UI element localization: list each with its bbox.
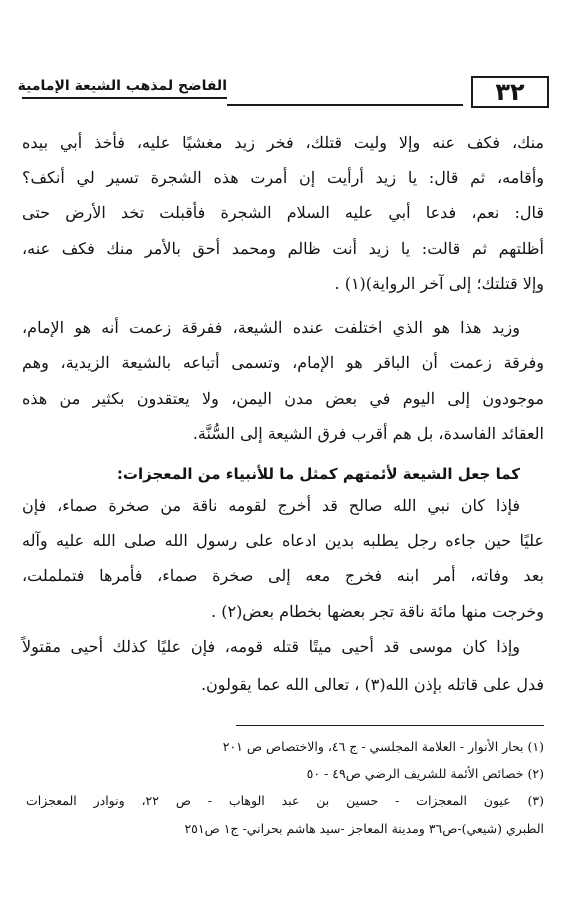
text-line: وفرقة زعمت أن الباقر هو الإمام، وتسمى أتباعه بالشيعة الزيدية، وهم [22, 353, 544, 372]
section-heading: كما جعل الشيعة لأئمتهم كمثل ما للأنبياء من المعجزات: [116, 465, 520, 483]
footnote: (٢) خصائص الأئمة للشريف الرضي ص٤٩ - ٥٠ [306, 766, 544, 781]
text-line: أظلتهم ثم قالت: يا زيد أنت ظالم ومحمد أحق بالأمر منك فكف عنه، [22, 239, 544, 258]
footnote: (١) بحار الأنوار - العلامة المجلسي - ج ٤٦، والاختصاص ص ٢٠١ [222, 739, 544, 754]
text-line: وزيد هذا هو الذي اختلفت عنده الشيعة، ففرقة زعمت أنه هو الإمام، [22, 318, 520, 337]
footnote: (٣) عيون المعجزات - حسين بن عبد الوهاب - ص ٢٢، ونوادر المعجزات [26, 793, 544, 808]
text-line: وإلا قتلتك؛ إلى آخر الرواية)(١) . [334, 274, 544, 293]
text-line: فإذا كان نبي الله صالح قد أخرج لقومه ناقة من صخرة صماء، فإن [22, 496, 520, 515]
text-line: موجودون إلى اليوم في بعض مدن اليمن، ولا يعتقدون بكثير من هذه [22, 389, 544, 408]
header-rule [227, 104, 463, 106]
text-line: العقائد الفاسدة، بل هم أقرب فرق الشيعة إلى السُّنَّة. [192, 424, 544, 443]
text-line: بعد وفاته، أمر ابنه فخرج معه إلى صخرة صماء، فأمرها فتململت، [22, 566, 544, 585]
text-line: وأقامه، ثم قال: يا زيد أرأيت إن أمرت هذه الشجرة تسير لي أنكف؟ [22, 168, 544, 187]
running-title: الفاضح لمذهب الشيعة الإمامية [22, 78, 227, 99]
footnote-separator [236, 725, 544, 726]
text-line: وخرجت منها مائة ناقة تجر بعضها بخطام بعض(٢) . [211, 602, 544, 621]
text-line: عليًا حين جاءه رجل يطلبه بدين ادعاه على رسول الله صلى الله عليه وآله [22, 531, 545, 550]
text-line: قال: نعم، فدعا أبي عليه السلام الشجرة فأقبلت تخد الأرض حتى [22, 203, 544, 222]
footnote-continuation: الطبري (شيعي)-ص٣٦ ومدينة المعاجز -سيد هاشم بحراني- ج١ ص٢٥١ [184, 821, 544, 836]
text-line: فدل على قاتله بإذن الله(٣) ، تعالى الله عما يقولون. [200, 675, 544, 694]
page-number: ٣٢ [471, 76, 549, 108]
page-header [17, 76, 549, 110]
text-line: وإذا كان موسى قد أحيى ميتًا قتله قومه، فإن عليًا كذلك أحيى مقتولاً [22, 637, 520, 656]
text-line: منك، فكف عنه وإلا وليت قتلك، فخر زيد مغشيًا عليه، فأخذ أبي بيده [22, 133, 544, 152]
